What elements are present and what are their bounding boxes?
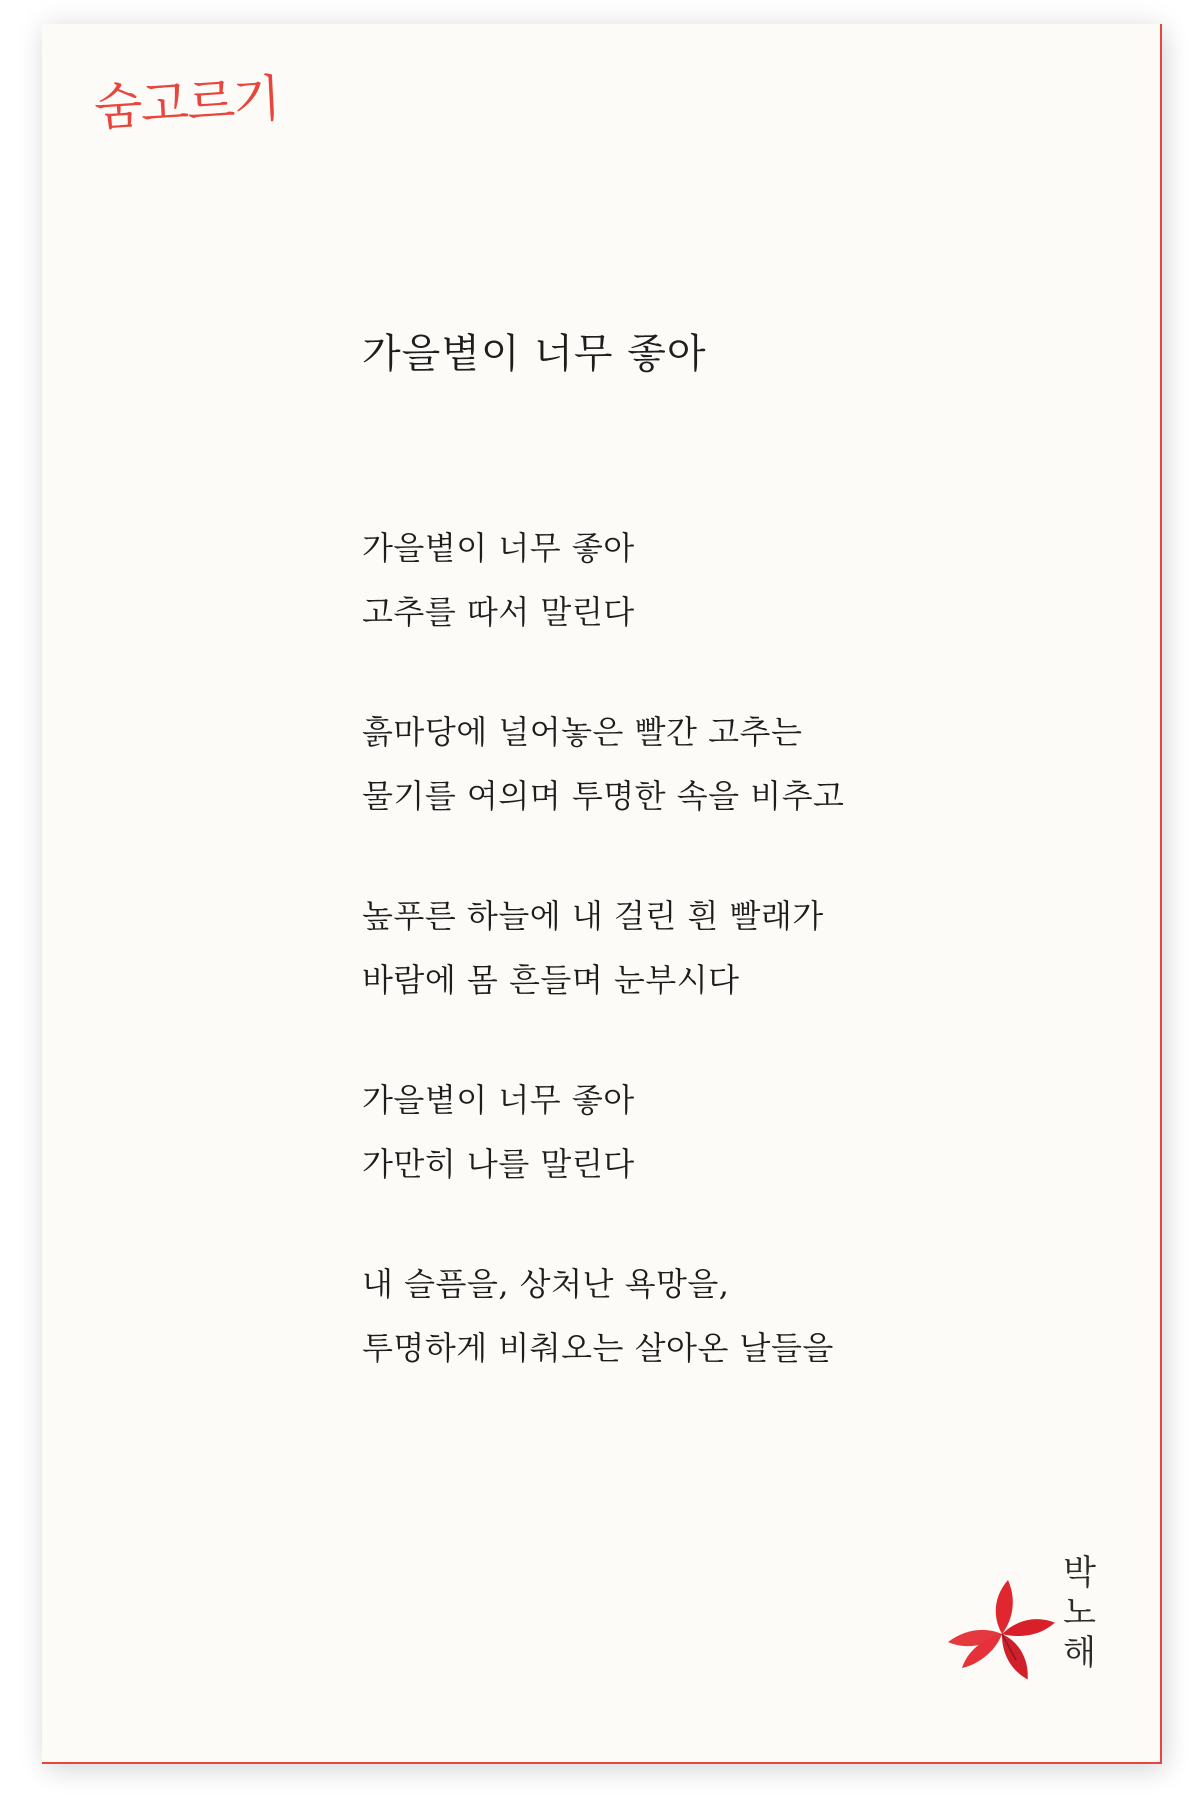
poem	[362, 324, 844, 1436]
stanza-5	[362, 1252, 844, 1380]
leaf-petal	[996, 1580, 1013, 1634]
author-signature: 박노해	[1056, 1554, 1096, 1674]
poem-line: 내 슬픔을, 상처난 욕망을,	[362, 1265, 730, 1303]
poem-line: 가을볕이 너무 좋아	[362, 529, 635, 567]
poem-line: 가을볕이 너무 좋아	[362, 1081, 635, 1119]
signature-block	[942, 1554, 1122, 1734]
poem-line: 흙마당에 널어놓은 빨간 고추는	[362, 713, 803, 751]
poem-card	[42, 24, 1162, 1764]
poem-line: 높푸른 하늘에 내 걸린 흰 빨래가	[362, 897, 824, 935]
brand-logo: 숨고르기	[92, 69, 281, 137]
poem-line: 바람에 몸 흔들며 눈부시다	[362, 961, 740, 999]
stanza-3	[362, 884, 844, 1012]
poem-line: 물기를 여의며 투명한 속을 비추고	[362, 777, 845, 815]
poem-line: 고추를 따서 말린다	[362, 593, 635, 631]
poem-line: 투명하게 비춰오는 살아온 날들을	[362, 1329, 834, 1367]
stanza-4	[362, 1068, 844, 1196]
leaf-petal	[997, 1630, 1033, 1684]
maple-leaf-icon	[942, 1574, 1062, 1694]
poem-title: 가을볕이 너무 좋아	[362, 331, 707, 377]
stanza-2	[362, 700, 844, 828]
stanza-1	[362, 516, 844, 644]
poem-line: 가만히 나를 말린다	[362, 1145, 635, 1183]
